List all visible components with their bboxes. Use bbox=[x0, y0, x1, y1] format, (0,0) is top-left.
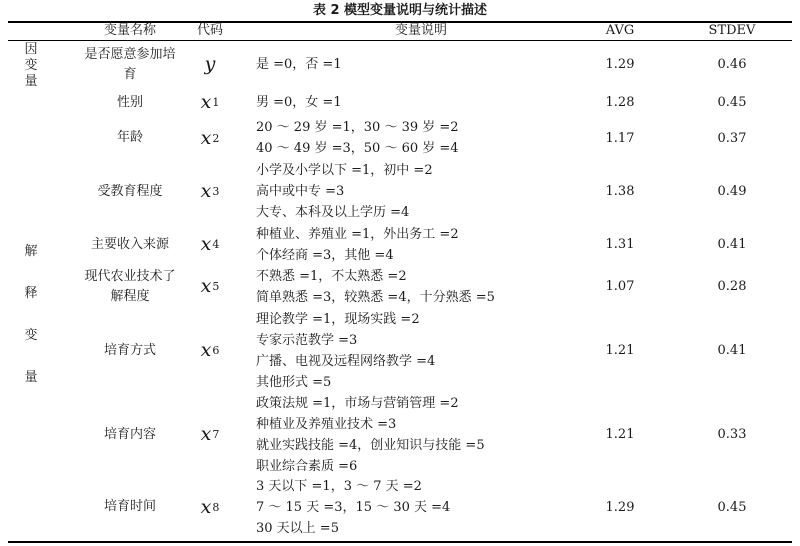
description-line: 广播、电视及远程网络教学 =4 bbox=[256, 353, 436, 369]
table-caption: 表 2 模型变量说明与统计描述 bbox=[312, 3, 488, 18]
variable-name: 主要收入来源 bbox=[90, 236, 169, 252]
description-line: 大专、本科及以上学历 =4 bbox=[256, 205, 410, 220]
variable-name-cell bbox=[60, 41, 200, 88]
variable-name-cell bbox=[60, 476, 200, 538]
variable-subscript: 8 bbox=[212, 500, 220, 514]
stdev-value: 0.49 bbox=[717, 184, 747, 199]
table-row bbox=[0, 88, 800, 117]
description-line: 高中或中专 =3 bbox=[256, 184, 345, 199]
header-desc: 变量说明 bbox=[394, 23, 447, 38]
variable-subscript: 6 bbox=[212, 344, 220, 357]
variable-symbol: x bbox=[200, 275, 212, 297]
category-explanatory-char: 释 bbox=[24, 286, 38, 301]
variable-subscript: 5 bbox=[212, 280, 220, 293]
category-explanatory-char: 解 bbox=[24, 244, 38, 259]
description-line: 种植业、养殖业 =1，外出务工 =2 bbox=[256, 226, 459, 242]
description-line: 30 天以上 =5 bbox=[256, 520, 339, 536]
variable-description-cell bbox=[256, 308, 586, 393]
header-code: 代码 bbox=[196, 23, 223, 38]
stdev-value: 0.37 bbox=[717, 130, 747, 146]
variable-name: 培育方式 bbox=[103, 342, 156, 358]
description-line: 其他形式 =5 bbox=[256, 374, 332, 390]
stdev-value: 0.46 bbox=[717, 57, 747, 72]
description-line: 男 =0，女 =1 bbox=[256, 95, 342, 110]
description-line: 政策法规 =1，市场与营销管理 =2 bbox=[256, 395, 459, 411]
avg-value: 1.21 bbox=[605, 427, 635, 442]
variable-name-cell bbox=[60, 308, 200, 393]
description-line: 小学及小学以下 =1，初中 =2 bbox=[256, 163, 433, 178]
description-line: 职业综合素质 =6 bbox=[256, 458, 358, 474]
variable-code-cell bbox=[180, 88, 240, 117]
table-row bbox=[0, 41, 800, 88]
category-dependent-char: 变 bbox=[24, 58, 38, 73]
variable-code-cell bbox=[180, 41, 240, 88]
variable-subscript: 4 bbox=[212, 238, 220, 251]
variable-description-cell bbox=[256, 265, 586, 308]
stdev-value: 0.41 bbox=[717, 343, 747, 358]
variable-code-cell bbox=[180, 476, 240, 538]
variable-code-cell bbox=[180, 265, 240, 308]
description-line: 是 =0，否 =1 bbox=[256, 57, 342, 72]
description-line: 专家示范教学 =3 bbox=[256, 332, 358, 348]
description-line: 理论教学 =1，现场实践 =2 bbox=[256, 311, 420, 327]
variable-name-cell bbox=[60, 88, 200, 117]
category-explanatory-char: 变 bbox=[24, 328, 38, 343]
table-row bbox=[0, 265, 800, 308]
variable-symbol: x bbox=[200, 233, 212, 255]
variable-description-cell bbox=[256, 88, 586, 117]
header-name: 变量名称 bbox=[103, 23, 156, 38]
stdev-value: 0.28 bbox=[717, 279, 747, 294]
table-row bbox=[0, 476, 800, 538]
variable-name: 是否愿意参加培育 bbox=[84, 46, 176, 82]
category-explanatory-char: 量 bbox=[24, 370, 38, 385]
avg-value: 1.38 bbox=[605, 184, 635, 199]
avg-value: 1.21 bbox=[605, 343, 635, 358]
variable-description-cell bbox=[256, 41, 586, 88]
variable-name-cell bbox=[60, 159, 200, 224]
variable-description-cell bbox=[256, 393, 586, 476]
table-row bbox=[0, 117, 800, 159]
header-stdev: STDEV bbox=[708, 23, 756, 38]
variable-name: 培育内容 bbox=[103, 426, 156, 442]
stdev-value: 0.33 bbox=[717, 427, 747, 442]
variable-subscript: 1 bbox=[212, 96, 220, 109]
variable-subscript: 2 bbox=[212, 131, 220, 145]
description-line: 简单熟悉 =3，较熟悉 =4，十分熟悉 =5 bbox=[256, 289, 495, 305]
bottom-rule bbox=[8, 541, 792, 543]
header-avg: AVG bbox=[605, 23, 635, 38]
stdev-value: 0.45 bbox=[717, 95, 747, 110]
avg-value: 1.31 bbox=[605, 237, 635, 252]
description-line: 个体经商 =3，其他 =4 bbox=[256, 247, 394, 263]
variable-name-cell bbox=[60, 265, 200, 308]
variable-name: 年龄 bbox=[116, 130, 143, 145]
table-row bbox=[0, 393, 800, 476]
table-row bbox=[0, 159, 800, 224]
variable-description-cell bbox=[256, 159, 586, 224]
category-dependent-char: 量 bbox=[24, 74, 38, 89]
variable-name: 受教育程度 bbox=[97, 183, 163, 199]
avg-value: 1.17 bbox=[605, 130, 635, 146]
avg-value: 1.07 bbox=[605, 279, 635, 294]
variable-description-cell bbox=[256, 117, 586, 159]
description-line: 40 ～ 49 岁 =3，50 ～ 60 岁 =4 bbox=[256, 141, 459, 156]
category-dependent-char: 因 bbox=[24, 42, 38, 57]
table-row bbox=[0, 308, 800, 393]
description-line: 3 天以下 =1，3 ～ 7 天 =2 bbox=[256, 478, 422, 494]
variable-code-cell bbox=[180, 393, 240, 476]
variable-symbol: x bbox=[200, 180, 212, 202]
variable-symbol: x bbox=[200, 91, 212, 113]
variable-symbol: y bbox=[204, 53, 216, 75]
table-row bbox=[0, 224, 800, 265]
description-line: 20 ～ 29 岁 =1，30 ～ 39 岁 =2 bbox=[256, 120, 459, 135]
variable-name-cell bbox=[60, 393, 200, 476]
variable-subscript: 7 bbox=[212, 428, 220, 441]
description-line: 不熟悉 =1，不太熟悉 =2 bbox=[256, 268, 407, 284]
variable-name-cell bbox=[60, 224, 200, 265]
variable-description-cell bbox=[256, 476, 586, 538]
variable-symbol: x bbox=[200, 495, 212, 518]
avg-value: 1.29 bbox=[605, 499, 635, 515]
description-line: 7 ～ 15 天 =3，15 ～ 30 天 =4 bbox=[256, 499, 451, 515]
description-line: 种植业及养殖业技术 =3 bbox=[256, 416, 397, 432]
variable-name-cell bbox=[60, 117, 200, 159]
variable-description-cell bbox=[256, 224, 586, 265]
variable-name: 培育时间 bbox=[103, 499, 156, 514]
avg-value: 1.29 bbox=[605, 57, 635, 72]
variable-subscript: 3 bbox=[212, 185, 220, 198]
variable-name: 现代农业技术了解程度 bbox=[84, 268, 176, 304]
variable-symbol: x bbox=[200, 126, 212, 149]
variable-code-cell bbox=[180, 117, 240, 159]
stdev-value: 0.45 bbox=[717, 499, 747, 515]
variable-name: 性别 bbox=[116, 94, 143, 110]
variable-code-cell bbox=[180, 308, 240, 393]
description-line: 就业实践技能 =4，创业知识与技能 =5 bbox=[256, 437, 485, 453]
avg-value: 1.28 bbox=[605, 95, 635, 110]
variable-code-cell bbox=[180, 224, 240, 265]
stdev-value: 0.41 bbox=[717, 237, 747, 252]
variable-symbol: x bbox=[200, 423, 212, 445]
variable-symbol: x bbox=[200, 339, 212, 361]
variable-code-cell bbox=[180, 159, 240, 224]
